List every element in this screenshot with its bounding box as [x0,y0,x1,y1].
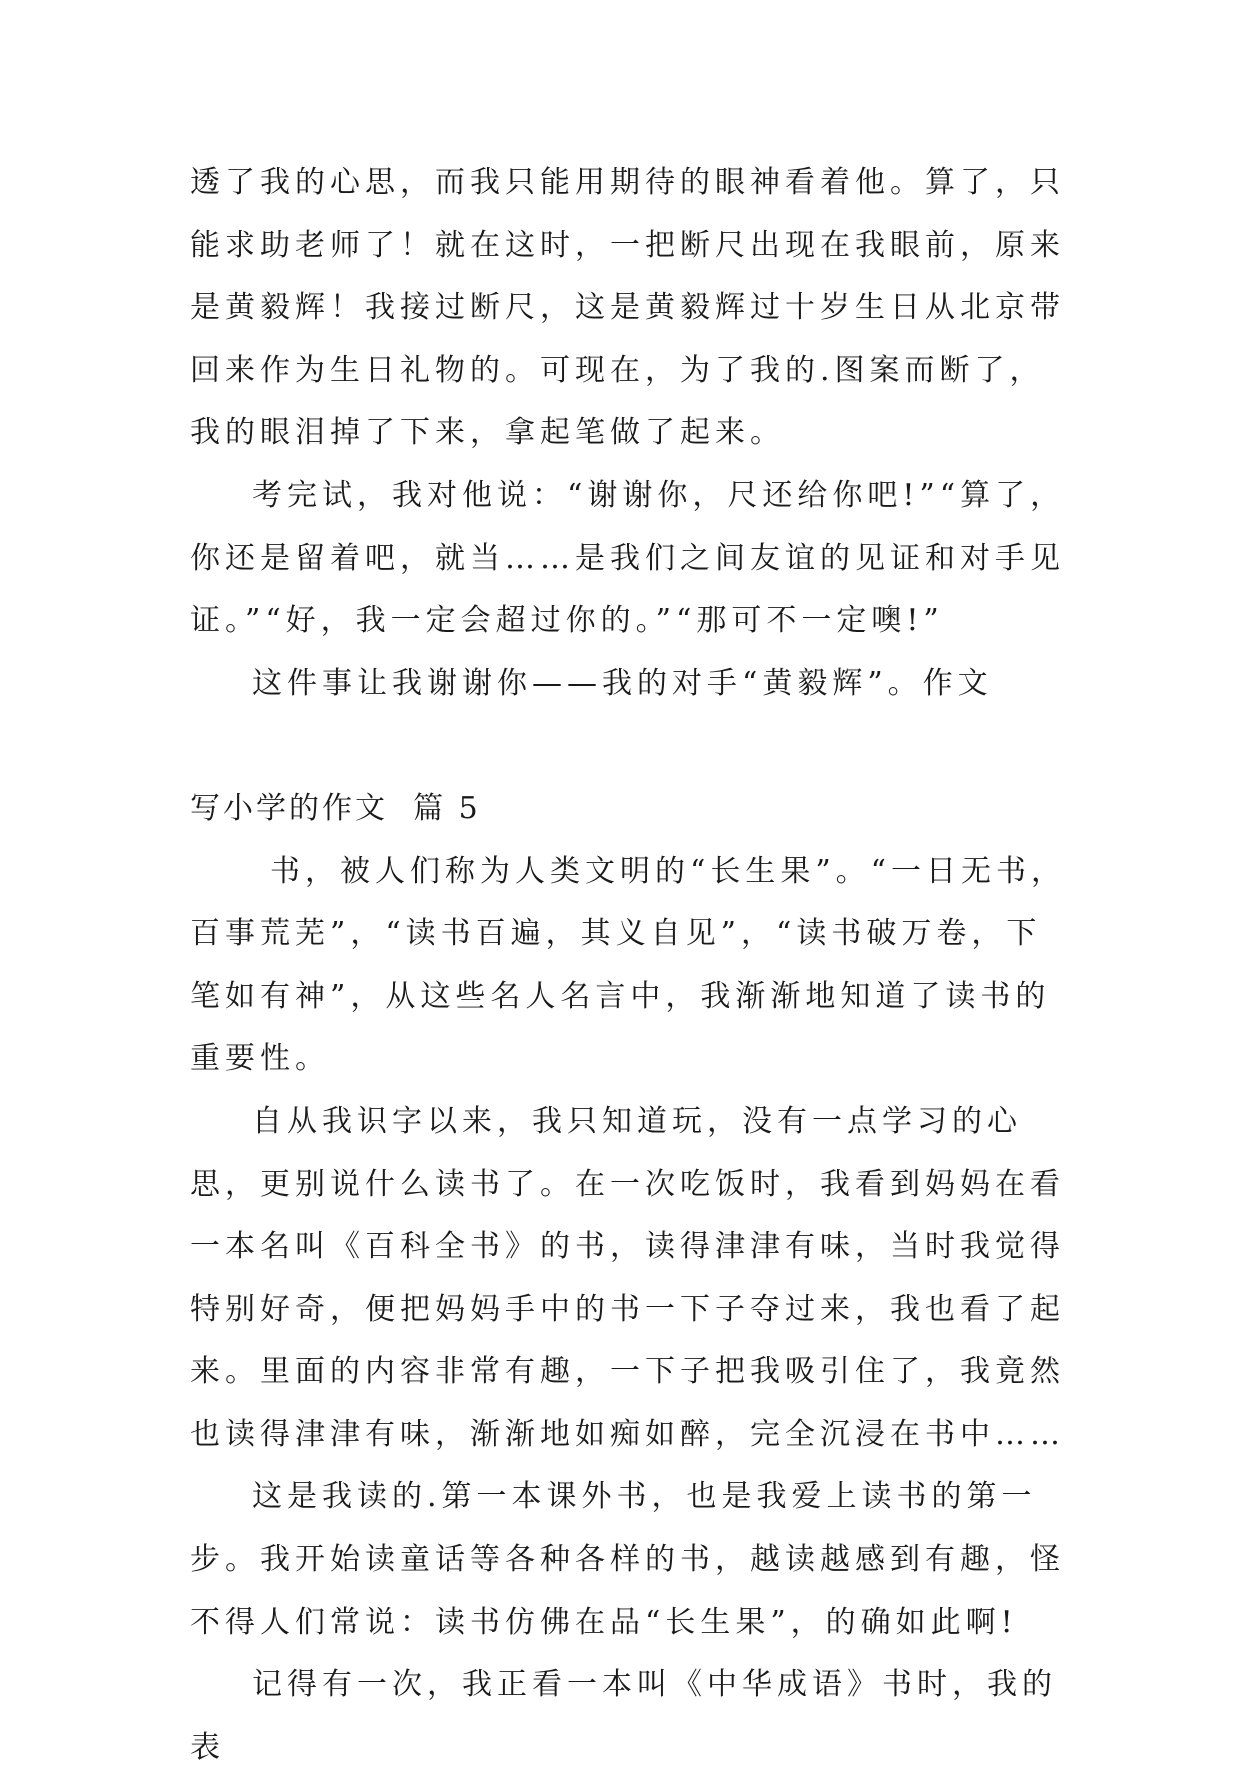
paragraph: 自从我识字以来，我只知道玩，没有一点学习的心思，更别说什么读书了。在一次吃饭时，我看到妈妈在看一本名叫《百科全书》的书，读得津津有味，当时我觉得特别好奇，便把妈妈手中的书一下子夺过来，我也看了起来。里面的内容非常有趣，一下子把我吸引住了，我竟然也读得津津有味，渐渐地如痴如醉，完全沉浸在书中…… [190,1103,1065,1452]
paragraph: 考完试，我对他说：“谢谢你，尺还给你吧!”“算了，你还是留着吧，就当……是我们之间友谊的见证和对手见证。”“好，我一定会超过你的。”“那可不一定噢!” [190,477,1066,639]
paragraph: 这件事让我谢谢你——我的对手“黄毅辉”。作文 [252,665,993,701]
paragraph: 透了我的心思，而我只能用期待的眼神看着他。算了，只能求助老师了！就在这时，一把断尺出现在我眼前，原来是黄毅辉！我接过断尺，这是黄毅辉过十岁生日从北京带回来作为生日礼物的。可现在，为了我的.图案而断了，我的眼泪掉了下来，拿起笔做了起来。 [190,165,1065,451]
document-body [190,152,1070,1779]
section-gap [190,715,1070,778]
section-heading: 写小学的作文 篇 5 [190,790,481,826]
paragraph: 这是我读的.第一本课外书，也是我爱上读书的第一步。我开始读童话等各种各样的书，越读越感到有趣，怪不得人们常说：读书仿佛在品“长生果”，的确如此啊! [190,1479,1065,1640]
paragraph: 记得有一次，我正看一本叫《中华成语》书时，我的表 [190,1667,1057,1765]
paragraph: 书，被人们称为人类文明的“长生果”。“一日无书，百事荒芜”，“读书百遍，其义自见”，“读书破万卷，下笔如有神”，从这些名人名言中，我渐渐地知道了读书的重要性。 [190,853,1067,1077]
